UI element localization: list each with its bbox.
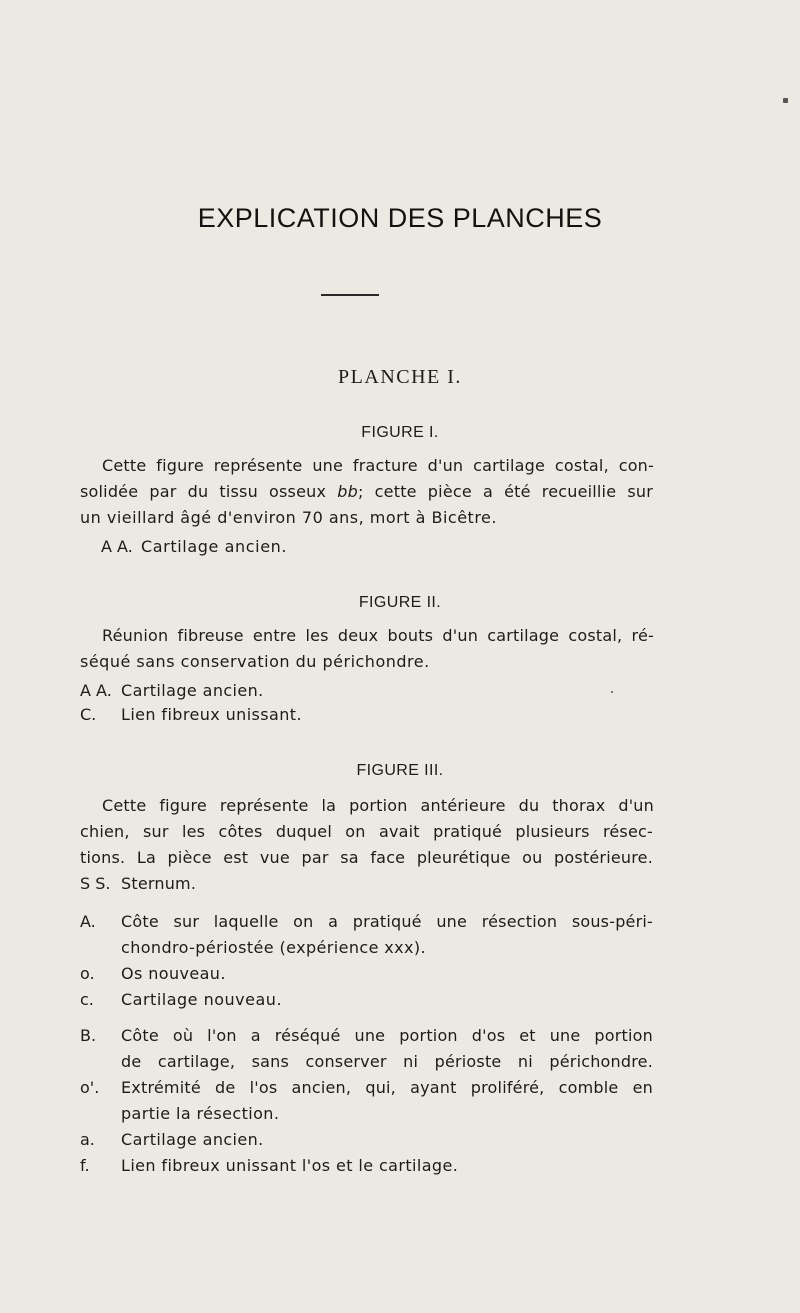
figure-3-legend-line: Côte où l'on a réséqué une portion d'os et une portion	[121, 1026, 653, 1045]
figure-1-title: FIGURE I.	[361, 424, 439, 441]
figure-3-legend-label: c.	[80, 990, 94, 1009]
figure-1-line-2	[80, 482, 653, 502]
figure-2-line-1: Réunion fibreuse entre les deux bouts d'un cartilage costal, ré-	[102, 626, 654, 645]
figure-3-legend-label: B.	[80, 1026, 97, 1045]
title-divider	[321, 294, 379, 296]
figure-2-legend-1-label: A A.	[80, 681, 112, 700]
figure-2-legend-2-text: Lien fibreux unissant.	[121, 705, 302, 724]
figure-3-legend-line: Cartilage nouveau.	[121, 990, 283, 1009]
figure-3-legend-label: o.	[80, 964, 95, 983]
figure-3-legend-label: o'.	[80, 1078, 100, 1097]
figure-3-legend-line: Extrémité de l'os ancien, qui, ayant proliféré, comble en	[121, 1078, 653, 1097]
figure-3-legend-line: Côte sur laquelle on a pratiqué une résection sous-péri-	[121, 912, 653, 931]
figure-3-legend-line: Os nouveau.	[121, 964, 226, 983]
figure-1-legend-text: Cartilage ancien.	[141, 537, 288, 556]
figure-1-line-2-b: ; cette pièce a été recueillie sur	[357, 482, 653, 501]
figure-3-legend-label: A.	[80, 912, 96, 931]
figure-3-legend-line: partie la résection.	[121, 1104, 280, 1123]
figure-3-ss-text: Sternum.	[121, 874, 197, 893]
figure-2-legend-2-label: C.	[80, 705, 97, 724]
figure-3-legend-line: de cartilage, sans conserver ni périoste ni périchondre.	[121, 1052, 653, 1071]
figure-1-line-1: Cette figure représente une fracture d'un cartilage costal, con-	[102, 456, 654, 475]
figure-1-line-2-a: solidée par du tissu osseux	[80, 482, 338, 501]
figure-1-legend-label: A A.	[101, 537, 133, 556]
figure-3-legend-label: a.	[80, 1130, 95, 1149]
figure-3-legend-line: chondro-périostée (expérience xxx).	[121, 938, 427, 957]
figure-2-legend-1-text: Cartilage ancien.	[121, 681, 264, 700]
figure-3-legend-line: Cartilage ancien.	[121, 1130, 264, 1149]
page-title: EXPLICATION DES PLANCHES	[197, 203, 603, 233]
figure-1-line-3: un vieillard âgé d'environ 70 ans, mort à Bicêtre.	[80, 508, 497, 527]
figure-1-bb: bb	[337, 482, 358, 501]
figure-3-legend-line: Lien fibreux unissant l'os et le cartilage.	[121, 1156, 459, 1175]
figure-3-ss-label: S S.	[80, 874, 111, 893]
figure-2-title: FIGURE II.	[358, 594, 442, 611]
figure-3-line-3: tions. La pièce est vue par sa face pleurétique ou postérieure.	[80, 848, 653, 867]
scan-speck	[783, 98, 788, 103]
figure-3-line-1: Cette figure représente la portion antérieure du thorax d'un	[102, 796, 654, 815]
plate-title: PLANCHE I.	[338, 366, 462, 388]
figure-3-legend-label: f.	[80, 1156, 90, 1175]
figure-2-line-2: séqué sans conservation du périchondre.	[80, 652, 430, 671]
figure-3-line-2: chien, sur les côtes duquel on avait pratiqué plusieurs résec-	[80, 822, 653, 841]
figure-3-title: FIGURE III.	[356, 762, 444, 779]
scan-speck	[611, 691, 613, 693]
